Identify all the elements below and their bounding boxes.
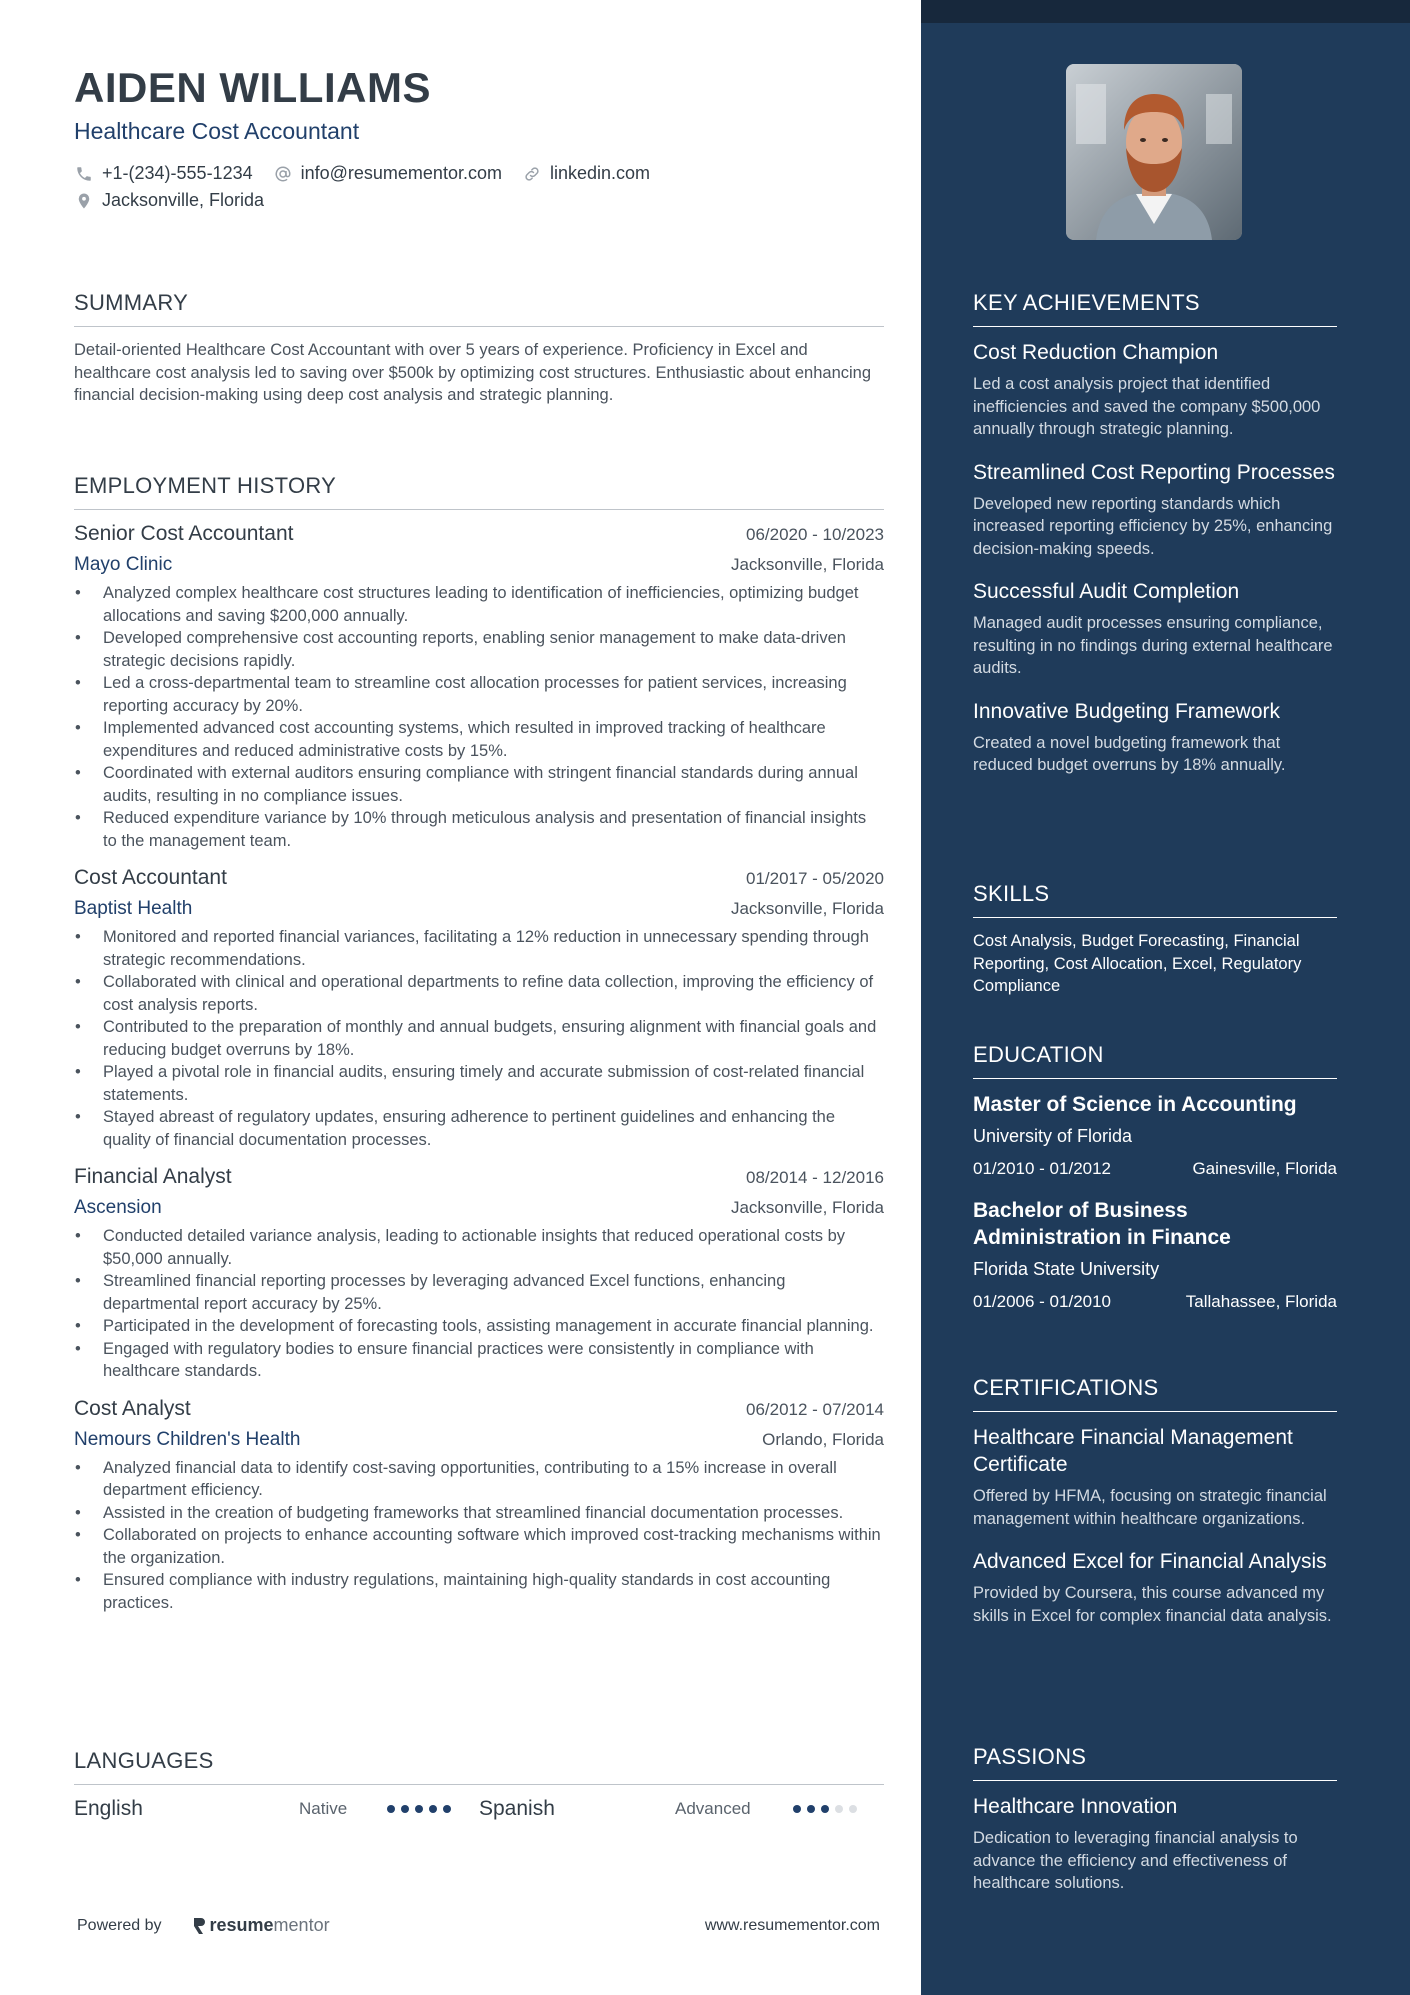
achievement-list	[973, 339, 1337, 777]
job-company: Nemours Children's Health	[74, 1428, 301, 1450]
passion-list	[973, 1793, 1337, 1895]
education-meta	[973, 1159, 1337, 1179]
job-bullet: • Streamlined financial reporting processes by leveraging advanced Excel functions, enhancing departmental report accuracy by 25%.	[74, 1270, 884, 1315]
job-entry	[74, 1397, 884, 1615]
job-bullet: • Played a pivotal role in financial audits, ensuring timely and accurate submission of cost-related financial statements.	[74, 1061, 884, 1106]
education-item	[973, 1091, 1337, 1179]
brand-mark-icon	[192, 1917, 206, 1935]
job-entry	[74, 522, 884, 852]
job-header	[74, 1165, 884, 1189]
languages-title: LANGUAGES	[74, 1748, 884, 1785]
rating-dot	[415, 1805, 423, 1813]
job-bullet: • Conducted detailed variance analysis, leading to actionable insights that reduced operational costs by $50,000 annually.	[74, 1225, 884, 1270]
certifications-section	[973, 1375, 1337, 1645]
passions-section	[973, 1744, 1337, 1913]
job-title: Financial Analyst	[74, 1165, 232, 1188]
skills-section	[973, 881, 1337, 998]
achievement-item	[973, 578, 1337, 680]
job-bullet: • Reduced expenditure variance by 10% through meticulous analysis and presentation of financial insights to the management team.	[74, 807, 884, 852]
profile-photo	[1066, 64, 1242, 240]
rating-dot	[443, 1805, 451, 1813]
job-bullet: • Collaborated with clinical and operational departments to refine data collection, improving the efficiency of cost analysis reports.	[74, 971, 884, 1016]
education-title: EDUCATION	[973, 1042, 1337, 1079]
job-entry	[74, 866, 884, 1151]
summary-title: SUMMARY	[74, 290, 884, 327]
achievement-item	[973, 698, 1337, 777]
rating-dot	[401, 1805, 409, 1813]
employment-title: EMPLOYMENT HISTORY	[74, 473, 884, 510]
rating-dot	[793, 1805, 801, 1813]
job-company: Mayo Clinic	[74, 554, 173, 575]
passions-title: PASSIONS	[973, 1744, 1337, 1781]
job-bullets	[74, 1457, 884, 1615]
achievement-title: Streamlined Cost Reporting Processes	[973, 460, 1335, 484]
email-text: info@resumementor.com	[300, 163, 502, 183]
job-location: Jacksonville, Florida	[730, 899, 884, 918]
job-title: Cost Accountant	[74, 866, 227, 889]
achievement-desc: Developed new reporting standards which increased reporting efficiency by 25%, enhancing decision-making speeds.	[973, 494, 1333, 558]
job-location: Jacksonville, Florida	[730, 1198, 884, 1217]
certification-title: Advanced Excel for Financial Analysis	[973, 1550, 1327, 1573]
job-bullets	[74, 582, 884, 852]
powered-by	[74, 1915, 330, 1936]
sidebar-top-band	[921, 0, 1410, 23]
education-list	[973, 1091, 1337, 1312]
job-bullet: • Coordinated with external auditors ensuring compliance with stringent financial standards during annual audits, resulting in no compliance issues.	[74, 762, 884, 807]
passion-item	[973, 1793, 1337, 1895]
passion-title: Healthcare Innovation	[973, 1795, 1178, 1818]
achievement-desc: Created a novel budgeting framework that reduced budget overruns by 18% annually.	[973, 733, 1286, 774]
language-rating	[387, 1805, 457, 1813]
job-header	[74, 1397, 884, 1421]
link-icon	[522, 164, 542, 184]
contact-phone[interactable]	[74, 163, 253, 184]
education-degree: Master of Science in Accounting	[973, 1093, 1297, 1116]
brand-bold: resume	[209, 1915, 274, 1935]
language-item	[74, 1797, 479, 1821]
location-pin-icon	[74, 191, 94, 211]
at-icon	[273, 164, 293, 184]
job-bullet: • Participated in the development of forecasting tools, assisting management in accurate financial planning.	[74, 1315, 884, 1338]
job-bullet: • Collaborated on projects to enhance accounting software which improved cost-tracking mechanisms within the organization.	[74, 1524, 884, 1569]
certification-title: Healthcare Financial Management Certificate	[973, 1426, 1293, 1476]
rating-dot	[849, 1805, 857, 1813]
skills-text: Cost Analysis, Budget Forecasting, Financial Reporting, Cost Allocation, Excel, Regulatory Compliance	[973, 932, 1302, 995]
job-bullet: • Implemented advanced cost accounting systems, which resulted in improved tracking of healthcare expenditures and reduced administrative costs by 15%.	[74, 717, 884, 762]
job-bullet: • Led a cross-departmental team to streamline cost allocation processes for patient services, increasing reporting accuracy by 20%.	[74, 672, 884, 717]
job-bullets	[74, 926, 884, 1151]
achievement-title: Successful Audit Completion	[973, 580, 1240, 603]
powered-by-label: Powered by	[77, 1916, 162, 1934]
education-location: Tallahassee, Florida	[1185, 1292, 1337, 1311]
summary-text: Detail-oriented Healthcare Cost Accountant with over 5 years of experience. Proficiency in Excel and healthcare cost analysis led to saving over $500k by optimizing cost structures. Enthusiastic about enhancing financial decision-making using deep cost analysis and strategic planning.	[74, 341, 872, 404]
sidebar	[921, 0, 1410, 1995]
job-location: Orlando, Florida	[762, 1429, 884, 1449]
education-location: Gainesville, Florida	[1192, 1159, 1337, 1178]
achievement-item	[973, 459, 1337, 561]
language-level: Native	[299, 1799, 348, 1818]
brand-light: mentor	[273, 1915, 330, 1935]
brand-logo[interactable]	[192, 1915, 330, 1936]
achievements-title: KEY ACHIEVEMENTS	[973, 290, 1337, 327]
job-bullet: • Contributed to the preparation of monthly and annual budgets, ensuring alignment with financial goals and reducing budget overruns by 18%.	[74, 1016, 884, 1061]
job-subheader	[74, 1197, 884, 1219]
achievements-section	[973, 290, 1337, 795]
job-subheader	[74, 554, 884, 576]
job-title: Senior Cost Accountant	[74, 522, 294, 545]
employment-section	[74, 473, 884, 1628]
contact-location	[74, 190, 264, 211]
job-company: Baptist Health	[74, 898, 193, 919]
language-rating	[793, 1805, 863, 1813]
languages-section	[74, 1748, 884, 1821]
education-item	[973, 1197, 1337, 1312]
job-bullet: • Analyzed financial data to identify cost-saving opportunities, contributing to a 15% increase in overall department efficiency.	[74, 1457, 884, 1502]
job-dates: 08/2014 - 12/2016	[745, 1168, 884, 1187]
education-dates: 01/2010 - 01/2012	[973, 1159, 1112, 1178]
certification-item	[973, 1548, 1337, 1627]
job-header	[74, 522, 884, 546]
certifications-title: CERTIFICATIONS	[973, 1375, 1337, 1412]
footer	[74, 1915, 884, 1936]
language-name: Spanish	[479, 1797, 555, 1820]
achievement-title: Cost Reduction Champion	[973, 341, 1219, 364]
achievement-title: Innovative Budgeting Framework	[973, 699, 1280, 723]
achievement-desc: Led a cost analysis project that identified inefficiencies and saved the company $500,000 annually through strategic planning.	[973, 375, 1321, 438]
website-link[interactable]: www.resumementor.com	[704, 1916, 880, 1934]
passion-desc: Dedication to leveraging financial analysis to advance the efficiency and effectiveness of healthcare solutions.	[973, 1829, 1298, 1892]
language-list	[74, 1797, 884, 1821]
profile-photo-illustration	[1066, 64, 1242, 240]
language-item	[479, 1797, 884, 1821]
contact-email[interactable]	[273, 163, 502, 184]
education-school: University of Florida	[973, 1126, 1133, 1146]
summary-section	[74, 290, 884, 407]
education-dates: 01/2006 - 01/2010	[973, 1292, 1112, 1311]
education-meta	[973, 1292, 1337, 1312]
job-bullet: • Monitored and reported financial variances, facilitating a 12% reduction in unnecessary spending through strategic recommendations.	[74, 926, 884, 971]
candidate-role: Healthcare Cost Accountant	[74, 118, 360, 144]
certification-desc: Provided by Coursera, this course advanced my skills in Excel for complex financial data analysis.	[973, 1584, 1332, 1625]
job-bullet: • Assisted in the creation of budgeting frameworks that streamlined financial documentation processes.	[74, 1502, 884, 1525]
contact-linkedin[interactable]	[522, 163, 650, 184]
job-location: Jacksonville, Florida	[730, 555, 884, 574]
rating-dot	[835, 1805, 843, 1813]
rating-dot	[429, 1805, 437, 1813]
certification-desc: Offered by HFMA, focusing on strategic financial management within healthcare organizations.	[973, 1487, 1327, 1528]
phone-icon	[74, 164, 94, 184]
achievement-desc: Managed audit processes ensuring compliance, resulting in no findings during external healthcare audits.	[973, 614, 1333, 677]
rating-dot	[807, 1805, 815, 1813]
job-entry	[74, 1165, 884, 1383]
phone-text: +1-(234)-555-1234	[102, 163, 253, 183]
language-name: English	[74, 1797, 143, 1820]
location-text: Jacksonville, Florida	[102, 190, 265, 210]
education-degree: Bachelor of Business Administration in Finance	[973, 1199, 1231, 1249]
skills-title: SKILLS	[973, 881, 1337, 918]
education-school: Florida State University	[973, 1259, 1160, 1279]
candidate-name: AIDEN WILLIAMS	[74, 64, 431, 111]
rating-dot	[821, 1805, 829, 1813]
job-list	[74, 522, 884, 1614]
job-header	[74, 866, 884, 890]
contact-block	[74, 160, 670, 214]
certification-list	[973, 1424, 1337, 1627]
job-subheader	[74, 1429, 884, 1451]
achievement-item	[973, 339, 1337, 441]
certification-item	[973, 1424, 1337, 1530]
job-dates: 06/2012 - 07/2014	[745, 1399, 884, 1419]
job-company: Ascension	[74, 1197, 162, 1218]
job-bullet: • Developed comprehensive cost accounting reports, enabling senior management to make data-driven strategic decisions rapidly.	[74, 627, 884, 672]
job-bullet: • Ensured compliance with industry regulations, maintaining high-quality standards in cost accounting practices.	[74, 1569, 884, 1614]
linkedin-text: linkedin.com	[549, 163, 651, 183]
job-bullets	[74, 1225, 884, 1383]
job-bullet: • Stayed abreast of regulatory updates, ensuring adherence to pertinent guidelines and enhancing the quality of financial documentation processes.	[74, 1106, 884, 1151]
job-subheader	[74, 898, 884, 920]
job-bullet: • Analyzed complex healthcare cost structures leading to identification of inefficiencies, optimizing budget allocations and saving $200,000 annually.	[74, 582, 884, 627]
job-title: Cost Analyst	[74, 1396, 191, 1420]
language-level: Advanced	[675, 1799, 751, 1818]
job-dates: 06/2020 - 10/2023	[745, 525, 884, 544]
job-bullet: • Engaged with regulatory bodies to ensure financial practices were consistently in compliance with healthcare standards.	[74, 1338, 884, 1383]
rating-dot	[387, 1805, 395, 1813]
job-dates: 01/2017 - 05/2020	[745, 869, 884, 888]
education-section	[973, 1042, 1337, 1330]
